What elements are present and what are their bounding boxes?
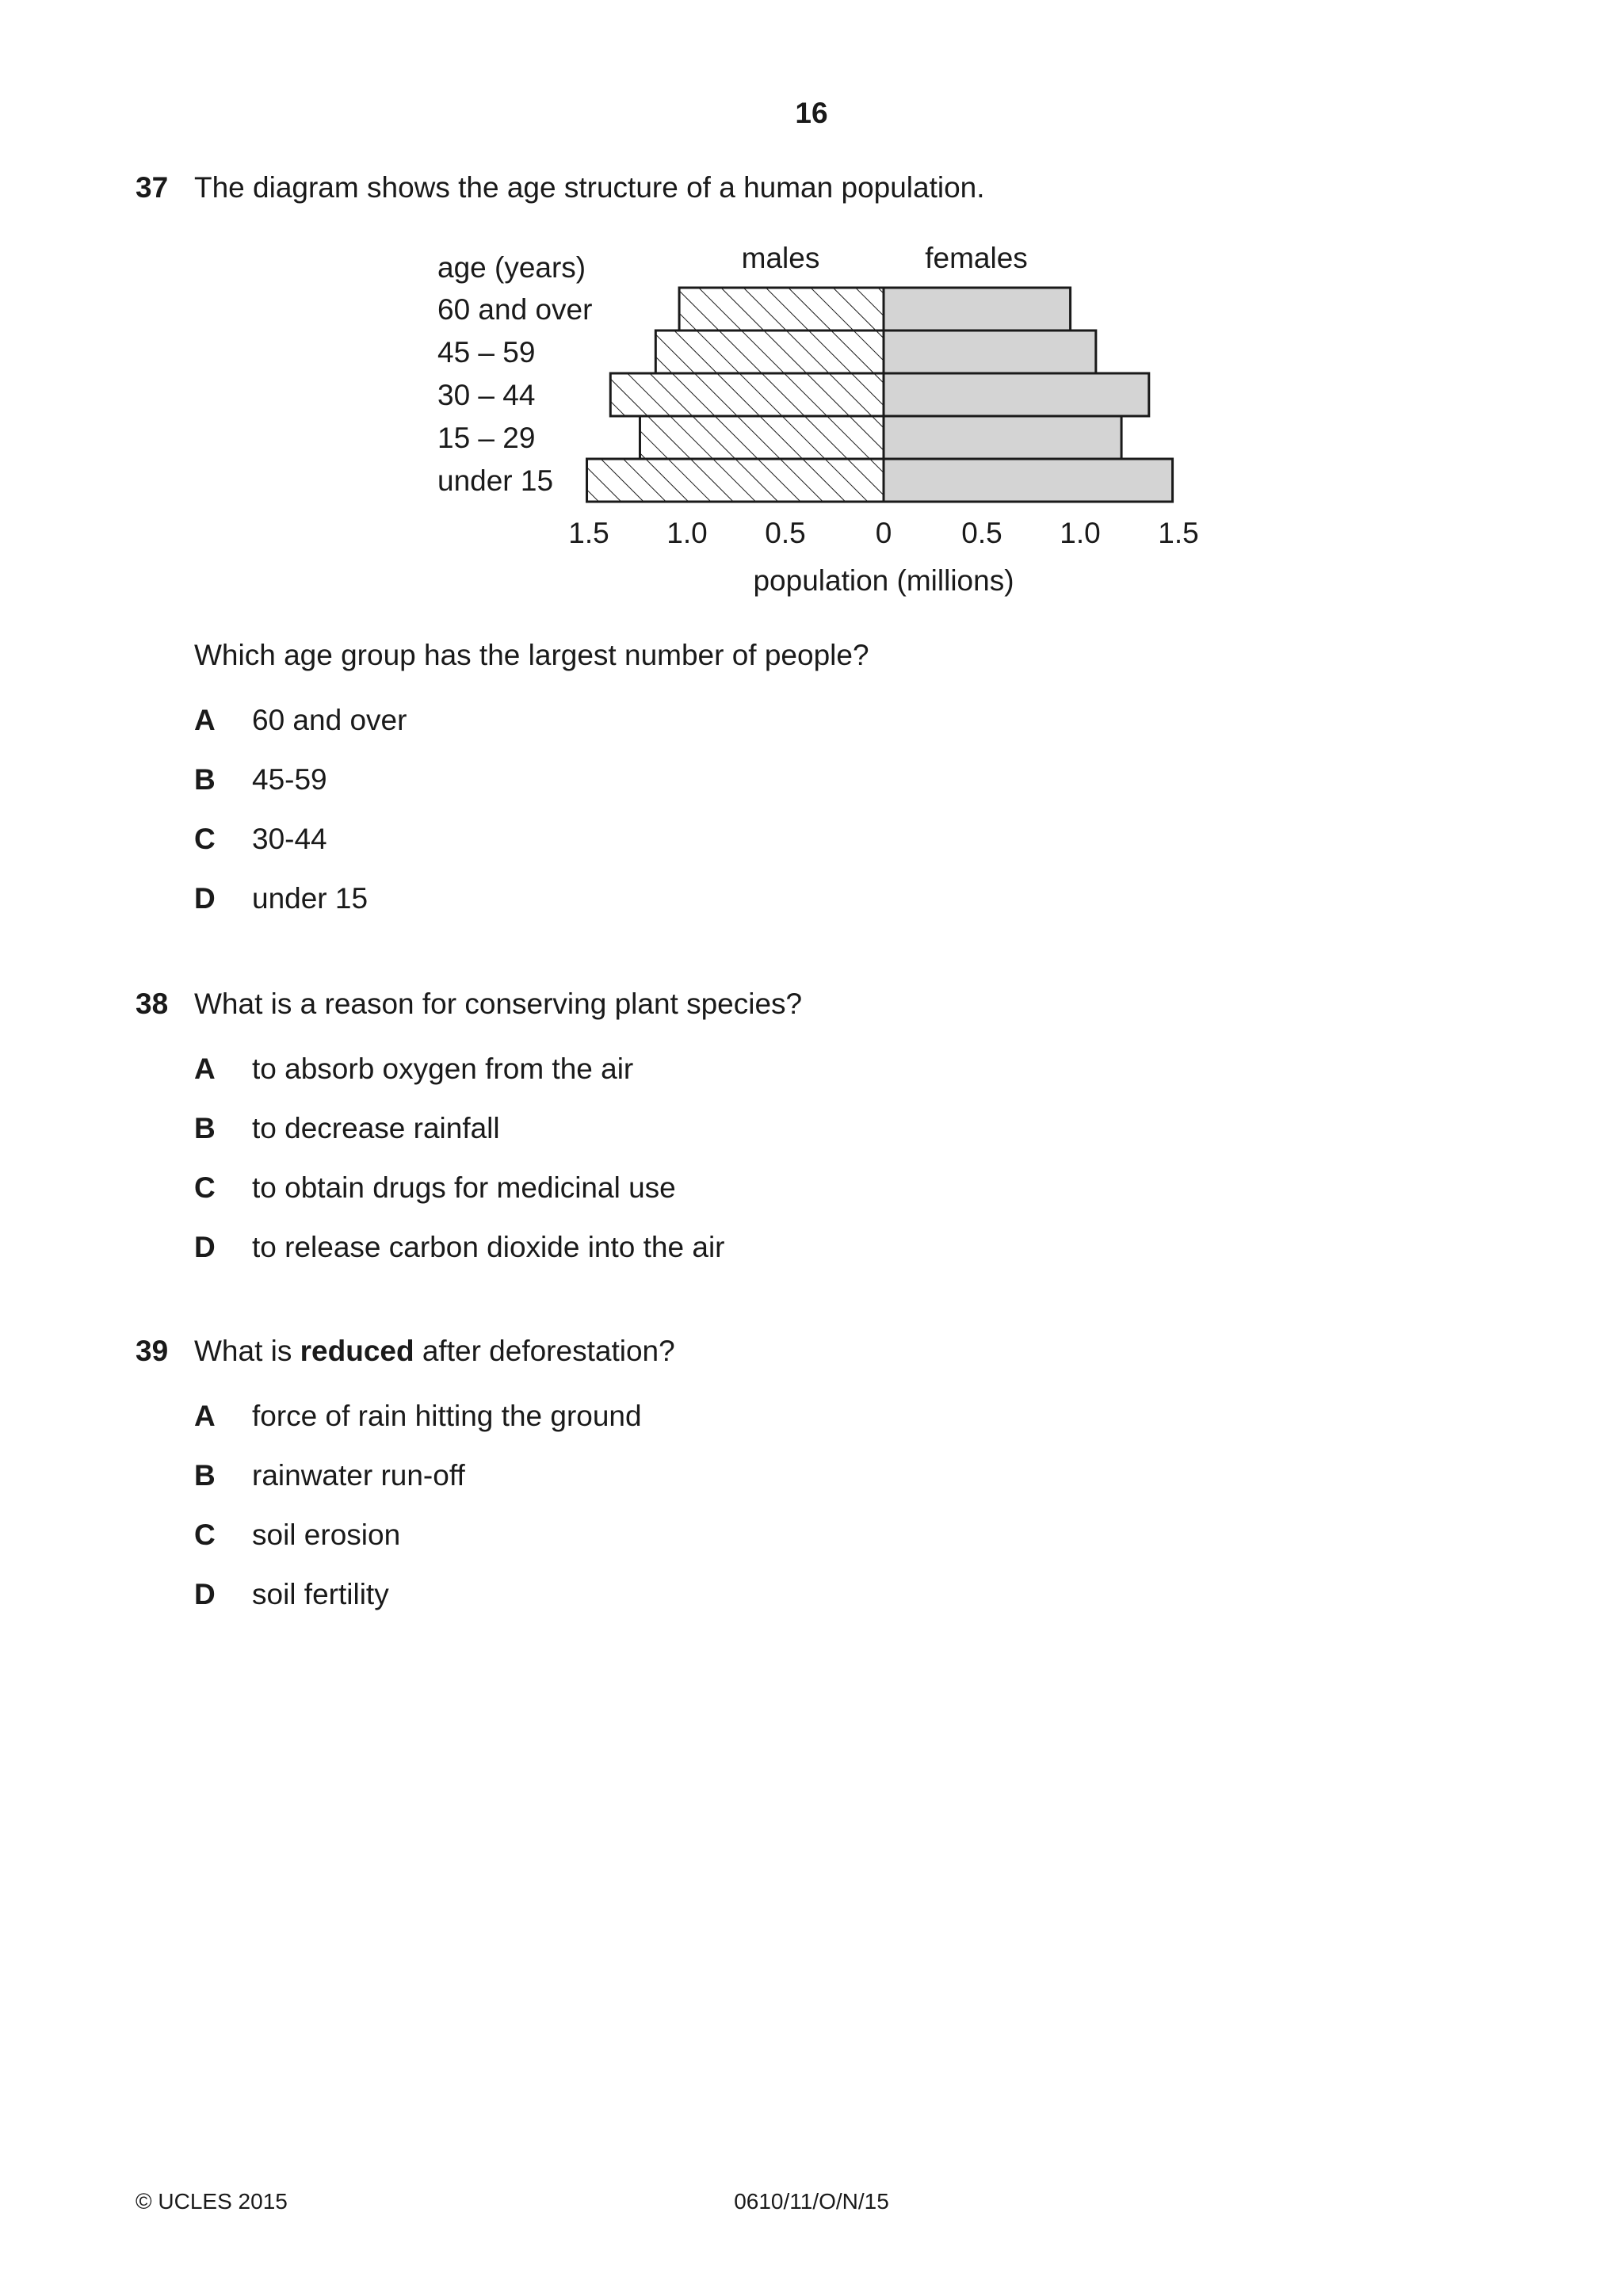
- question-37-number: 37: [136, 171, 169, 204]
- q38-option-a-text: to absorb oxygen from the air: [252, 1052, 634, 1085]
- female-bar: [884, 330, 1096, 373]
- age-category-label: under 15: [437, 464, 554, 497]
- q38-option-b-text: to decrease rainfall: [252, 1112, 500, 1144]
- q38-option-c-text: to obtain drugs for medicinal use: [252, 1171, 676, 1204]
- question-39-number: 39: [136, 1335, 169, 1367]
- q37-option-a-text: 60 and over: [252, 704, 407, 736]
- q39-option-c-letter: C: [194, 1519, 216, 1551]
- q37-option-b-text: 45-59: [252, 763, 327, 796]
- question-37-text: The diagram shows the age structure of a human population.: [194, 171, 985, 204]
- age-axis-label: age (years): [437, 251, 586, 284]
- footer-paper-code: 0610/11/O/N/15: [734, 2189, 889, 2214]
- female-bar: [884, 416, 1121, 459]
- q37-option-a-letter: A: [194, 704, 216, 736]
- x-tick-label: 0: [875, 517, 892, 549]
- q39-option-a-text: force of rain hitting the ground: [252, 1400, 642, 1432]
- male-bar: [640, 416, 884, 459]
- female-bar: [884, 288, 1071, 330]
- female-bar: [884, 373, 1149, 416]
- q37-option-d-text: under 15: [252, 882, 369, 915]
- q37-option-c-text: 30-44: [252, 823, 327, 855]
- age-category-label: 30 – 44: [437, 379, 536, 411]
- question-39-text-before: What is: [194, 1335, 300, 1367]
- q37-option-c-letter: C: [194, 823, 216, 855]
- footer-copyright: © UCLES 2015: [136, 2189, 288, 2214]
- x-tick-label: 1.5: [568, 517, 609, 549]
- legend-females: females: [925, 242, 1028, 274]
- x-tick-label: 0.5: [961, 517, 1002, 549]
- age-category-label: 15 – 29: [437, 422, 536, 454]
- female-bar: [884, 459, 1173, 502]
- q38-option-d-letter: D: [194, 1231, 216, 1263]
- population-pyramid-chart: [412, 226, 1205, 606]
- q38-option-d-text: to release carbon dioxide into the air: [252, 1231, 725, 1263]
- x-tick-label: 1.0: [666, 517, 708, 549]
- q38-option-c-letter: C: [194, 1171, 216, 1204]
- x-tick-label: 1.0: [1060, 517, 1101, 549]
- q39-option-b-letter: B: [194, 1459, 216, 1492]
- male-bar: [679, 288, 884, 330]
- age-category-label: 60 and over: [437, 293, 593, 326]
- q39-option-a-letter: A: [194, 1400, 216, 1432]
- q39-option-b-text: rainwater run-off: [252, 1459, 465, 1492]
- question-38-number: 38: [136, 988, 169, 1020]
- q38-option-a-letter: A: [194, 1052, 216, 1085]
- q39-option-d-text: soil fertility: [252, 1578, 389, 1610]
- x-axis-label: population (millions): [753, 564, 1014, 597]
- q39-option-d-letter: D: [194, 1578, 216, 1610]
- question-39-text-bold: reduced: [300, 1335, 414, 1367]
- male-bar: [610, 373, 884, 416]
- x-tick-label: 1.5: [1158, 517, 1199, 549]
- q37-option-d-letter: D: [194, 882, 216, 915]
- male-bar: [655, 330, 884, 373]
- q38-option-b-letter: B: [194, 1112, 216, 1144]
- question-39-text: [194, 1335, 675, 1368]
- x-tick-label: 0.5: [765, 517, 806, 549]
- question-39-text-after: after deforestation?: [414, 1335, 675, 1367]
- question-37-prompt: Which age group has the largest number of people?: [194, 639, 869, 671]
- page-number: 16: [795, 97, 828, 129]
- male-bar: [587, 459, 884, 502]
- question-38-text: What is a reason for conserving plant species?: [194, 988, 803, 1020]
- age-category-label: 45 – 59: [437, 336, 536, 369]
- q39-option-c-text: soil erosion: [252, 1519, 401, 1551]
- q37-option-b-letter: B: [194, 763, 216, 796]
- legend-males: males: [741, 242, 820, 274]
